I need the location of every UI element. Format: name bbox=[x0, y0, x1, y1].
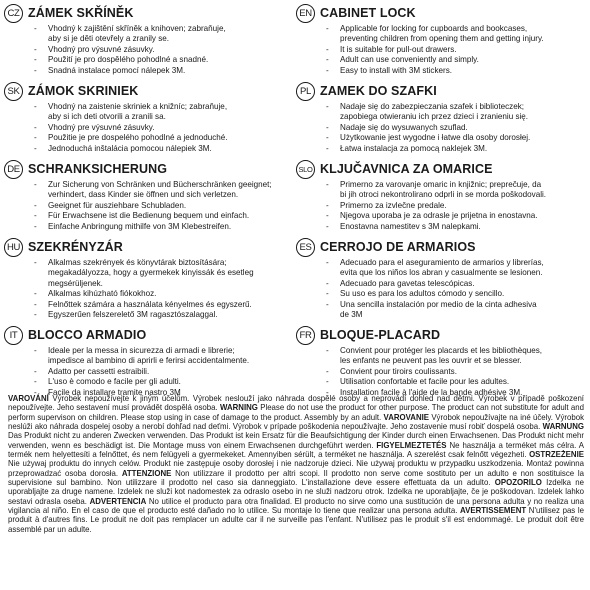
feature-list bbox=[4, 346, 274, 398]
feature-item: - Enostavna namestitev s 3M nalepkami. bbox=[326, 222, 566, 232]
feature-item: - Adecuado para gavetas telescópicas. bbox=[326, 279, 566, 289]
feature-list bbox=[4, 258, 274, 320]
feature-item: - Nadaje się do wysuwanych szuflad. bbox=[326, 123, 566, 133]
section-en bbox=[296, 2, 566, 76]
language-code-badge: FR bbox=[296, 326, 315, 345]
section-header bbox=[296, 80, 566, 102]
feature-item: - Primerno za varovanje omaric in knjižnic; preprečuje, da bi jih otroci nekontrolirano odprli in se morda poškodovali. bbox=[326, 180, 566, 201]
language-code-badge: SLO bbox=[296, 160, 315, 179]
warning-label: FIGYELMEZTETÉS bbox=[376, 440, 447, 450]
feature-item: - Vhodný na zaistenie skriniek a knižníc; zabraňuje, aby si ich deti otvorili a zranili sa. bbox=[34, 102, 274, 123]
feature-list bbox=[296, 258, 566, 320]
language-code-badge: DE bbox=[4, 160, 23, 179]
feature-item: - Użytkowanie jest wygodne i łatwe dla osoby dorosłej. bbox=[326, 133, 566, 143]
section-header bbox=[4, 236, 274, 258]
language-code-badge: PL bbox=[296, 82, 315, 101]
feature-item: - Vhodný k zajištění skříněk a knihoven; zabraňuje, aby si je děti otevřely a zranily se. bbox=[34, 24, 274, 45]
feature-item: - Adatto per cassetti estraibili. bbox=[34, 367, 274, 377]
feature-list bbox=[4, 102, 274, 154]
section-title: CERROJO DE ARMARIOS bbox=[320, 240, 476, 254]
language-code-badge: EN bbox=[296, 4, 315, 23]
warning-text: Izdelka ne uporabljajte za druge namene. Izdelek ne služi kot nadomestek za odraslo osebo in ne služi nadzoru otrok. Izdelka ne uporabljajte, če je poškodovan. Izdelek lahko sestavi odrasla oseba. bbox=[8, 478, 585, 506]
section-it bbox=[4, 324, 274, 398]
warning-label: WARNING bbox=[219, 403, 258, 413]
feature-item: - Geeignet für ausziehbare Schubladen. bbox=[34, 201, 274, 211]
section-title: KLJUČAVNICA ZA OMARICE bbox=[320, 162, 493, 176]
feature-list bbox=[296, 102, 566, 154]
section-hu bbox=[4, 236, 274, 320]
warning-text: Výrobek nepoužívejte k jiným účelům. Výrobek neslouží jako náhrada dospělé osoby a neprovádí dohled nad dětmi. Výrobek v případě poškození nepoužívejte. Jeho sestavení musí provádět dospělá osoba. bbox=[8, 394, 584, 413]
warning-text: No utilice el producto para otra finalidad. El producto no sirve como una sustitución de una persona adulta y no realiza una vigilancia al niño. En el caso de que el producto esté dañado no lo utilice. Su montaje lo tiene que realizar una persona adulta. bbox=[8, 496, 584, 516]
section-es bbox=[296, 236, 566, 320]
feature-item: - Egyszerűen felszerelető 3M ragasztószalaggal. bbox=[34, 310, 274, 320]
feature-item: - Adult can use conveniently and simply. bbox=[326, 55, 566, 65]
feature-item: - Convient pour protéger les placards et les bibliothèques, les enfants ne peuvent pas les ouvrir et se blesser. bbox=[326, 346, 566, 367]
feature-item: - Installation facile à l'aide de la bande adhésive 3M. bbox=[326, 388, 566, 398]
section-header bbox=[4, 158, 274, 180]
section-header bbox=[4, 324, 274, 346]
feature-item: - L'uso è comodo e facile per gli adulti. bbox=[34, 377, 274, 387]
warning-label: AVERTISSEMENT bbox=[460, 506, 527, 516]
feature-item: - Ideale per la messa in sicurezza di armadi e librerie; impedisce al bambino di aprirli e ferirsi accidentalmente. bbox=[34, 346, 274, 367]
section-title: BLOQUE-PLACARD bbox=[320, 328, 441, 342]
feature-item: - Vhodný pro výsuvné zásuvky. bbox=[34, 45, 274, 55]
warning-label: WARNUNG bbox=[542, 422, 584, 432]
section-header bbox=[4, 80, 274, 102]
section-title: SCHRANKSICHERUNG bbox=[28, 162, 168, 176]
warning-text: Please do not use the product for other purpose. The product can not substitute for adult and perform supervison on children. Please stop using in case of damage to the product. Assembly by an adult. bbox=[8, 403, 585, 422]
feature-item: - Njegova uporaba je za odrasle je prijetna in enostavna. bbox=[326, 211, 566, 221]
section-sk bbox=[4, 80, 274, 154]
section-title: ZÁMOK SKRINIEK bbox=[28, 84, 139, 98]
feature-item: - Primerno za izvlečne predale. bbox=[326, 201, 566, 211]
language-code-badge: CZ bbox=[4, 4, 23, 23]
feature-list bbox=[296, 24, 566, 76]
section-pl bbox=[296, 80, 566, 154]
feature-item: - Felnőttek számára a használata kényelmes és egyszerű. bbox=[34, 300, 274, 310]
section-de bbox=[4, 158, 274, 232]
warning-text: N'utilisez pas le produit à d'autres fins. Le produit ne doit pas remplacer un adulte car il ne surveille pas l'enfant. N'utilisez pas le produit s'il est endommagé. Le produit doit être assemblé par un adulte. bbox=[8, 506, 584, 534]
feature-item: - Nadaje się do zabezpieczania szafek i biblioteczek; zapobiega otwieraniu ich przez dzieci i zranieniu się. bbox=[326, 102, 566, 123]
section-title: ZAMEK DO SZAFKI bbox=[320, 84, 437, 98]
feature-item: - Adecuado para el aseguramiento de armarios y librerías, evita que los niños los abran y casualmente se lesionen. bbox=[326, 258, 566, 279]
feature-item: - Łatwa instalacja za pomocą naklejek 3M. bbox=[326, 144, 566, 154]
feature-item: - Použití je pro dospělého pohodlné a snadné. bbox=[34, 55, 274, 65]
feature-item: - Facile da installare tramite nastro 3M bbox=[34, 388, 274, 398]
feature-item: - Su uso es para los adultos cómodo y sencillo. bbox=[326, 289, 566, 299]
feature-item: - Vhodný pre výsuvné zásuvky. bbox=[34, 123, 274, 133]
warning-text: Nie używaj produktu do innych celów. Produkt nie zastępuje osoby dorosłej i nie nadzoruje dzieci. Nie używaj produktu w przypadku uszkodzenia. Montaż powinna przeprowadzać osoba dorosła. bbox=[8, 459, 584, 478]
section-header bbox=[296, 324, 566, 346]
warning-text: Das Produkt nicht zu anderen Zwecken verwenden. Das Produkt ist kein Ersatz für die Beaufsichtigung der Kinder durch einen Erwachsenen. Das Produkt nicht mehr verwenden, wenn es beschädigt ist. Die Montage muss von einem Erwachsenen durchgeführt werden. bbox=[8, 431, 584, 450]
warning-label: VAROVÁNÍ bbox=[8, 394, 49, 403]
feature-item: - Für Erwachsene ist die Bedienung bequem und einfach. bbox=[34, 211, 274, 221]
feature-item: - Alkalmas szekrények és könyvtárak biztosítására; megakadályozza, hogy a gyermekek kinyissák és esetleg megsérüljenek. bbox=[34, 258, 274, 289]
section-cz bbox=[4, 2, 274, 76]
language-code-badge: HU bbox=[4, 238, 23, 257]
feature-item: - Použitie je pre dospelého pohodlné a jednoduché. bbox=[34, 133, 274, 143]
warning-paragraph bbox=[8, 394, 584, 534]
feature-item: - Einfache Anbringung mithilfe von 3M Klebestreifen. bbox=[34, 222, 274, 232]
feature-item: - Snadná instalace pomocí nálepek 3M. bbox=[34, 66, 274, 76]
feature-list bbox=[4, 180, 274, 232]
section-title: ZÁMEK SKŘÍNĚK bbox=[28, 6, 134, 20]
warning-text: Non utilizzare il prodotto per altri scopi. Il prodotto non serve come sostituto per un adulto e non sostituisce la supervisione sul bambino. Non utilizzare il prodotto nel caso sia danneggiato. L'installazione deve essere effettuata da un adulto. bbox=[8, 468, 584, 488]
section-fr bbox=[296, 324, 566, 398]
feature-item: - Utilisation confortable et facile pour les adultes. bbox=[326, 377, 566, 387]
language-code-badge: IT bbox=[4, 326, 23, 345]
language-code-badge: SK bbox=[4, 82, 23, 101]
section-header bbox=[296, 236, 566, 258]
feature-item: - Jednoduchá inštalácia pomocou nálepiek 3M. bbox=[34, 144, 274, 154]
section-header bbox=[296, 2, 566, 24]
feature-list bbox=[296, 346, 566, 398]
feature-list bbox=[4, 24, 274, 76]
section-header bbox=[296, 158, 566, 180]
feature-item: - Una sencilla instalación por medio de la cinta adhesiva de 3M bbox=[326, 300, 566, 321]
feature-item: - Applicable for locking for cupboards and bookcases, preventing children from opening them and getting injury. bbox=[326, 24, 566, 45]
section-title: CABINET LOCK bbox=[320, 6, 416, 20]
section-slo bbox=[296, 158, 566, 232]
warning-label: OPOZORILO bbox=[494, 478, 542, 488]
warning-text: Ne használja a terméket más célra. A termék nem helyettesíti a felnőttet, és nem felügyeli a gyermekeket. Amennyiben sérült, a terméket ne használja. A szerelést csak felnőtt végezheti. bbox=[8, 440, 584, 460]
warning-label: ATTENZIONE bbox=[121, 468, 172, 478]
feature-list bbox=[296, 180, 566, 232]
feature-item: - Easy to install with 3M stickers. bbox=[326, 66, 566, 76]
warning-label: VAROVANIE bbox=[383, 412, 430, 422]
section-header bbox=[4, 2, 274, 24]
feature-item: - Zur Sicherung von Schränken und Bücherschränken geeignet; verhindert, dass Kinder sie öffnen und sich verletzen. bbox=[34, 180, 274, 201]
feature-item: - Alkalmas kihúzható fiókokhoz. bbox=[34, 289, 274, 299]
section-title: SZEKRÉNYZÁR bbox=[28, 240, 123, 254]
feature-item: - It is suitable for pull-out drawers. bbox=[326, 45, 566, 55]
language-code-badge: ES bbox=[296, 238, 315, 257]
warning-label: ADVERTENCIA bbox=[89, 496, 147, 506]
warning-text: Výrobok nepoužívajte na iné účely. Výrobok neslúži ako náhrada dospelej osoby a nerobí dohľad nad deťmi. Výrobok v prípade poškodenia nepoužívajte. Jeho zostavenie musí robiť dospelá osoba. bbox=[8, 412, 584, 432]
feature-item: - Convient pour tiroirs coulissants. bbox=[326, 367, 566, 377]
warning-label: OSTRZEŻENIE bbox=[529, 450, 584, 460]
section-title: BLOCCO ARMADIO bbox=[28, 328, 147, 342]
